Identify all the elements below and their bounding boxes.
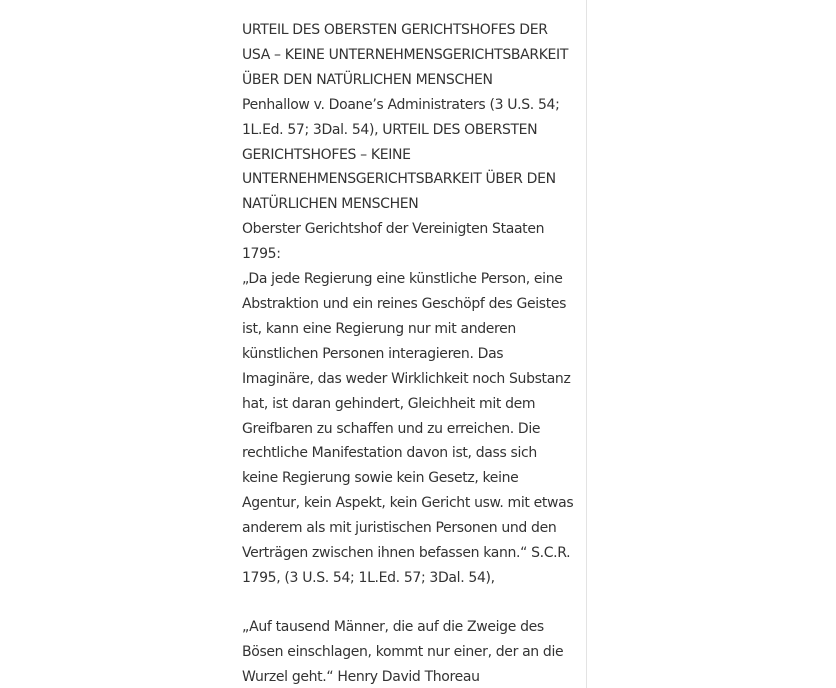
case-citation: Penhallow v. Doane’s Administraters (3 U.S. 54; 1L.Ed. 57; 3Dal. 54), URTEIL DES OBERSTEN GERICHTSHOFES – KEINE UNTERNEHMENSGERICHTSBARKEIT ÜBER DEN NATÜRLICHEN MENSCHEN [242,96,560,213]
court-line: Oberster Gerichtshof der Vereinigten Staaten 1795: [242,221,545,263]
left-margin [0,0,221,688]
thoreau-quote: „Auf tausend Männer, die auf die Zweige des Bösen einschlagen, kommt nur einer, der an die Wurzel geht.“ Henry David Thoreau [242,618,564,685]
court-quote: „Da jede Regierung eine künstliche Person, eine Abstraktion und ein reines Geschöpf des Geistes ist, kann eine Regierung nur mit anderen künstlichen Personen interagieren. Das Imaginäre, das weder Wirklichkeit noch Substanz hat, ist daran gehindert, Gleichheit mit dem Greifbaren zu schaffen und zu erreichen. Die rechtliche Manifestation davon ist, dass sich keine Regierung sowie kein Gesetz, keine Agentur, kein Aspekt, kein Gericht usw. mit etwas anderem als mit juristischen Personen und den Verträgen zwischen ihnen befassen kann.“ S.C.R. 1795, (3 U.S. 54; 1L.Ed. 57; 3Dal. 54), [242,271,574,586]
article-body [242,18,574,688]
column-divider [586,0,587,688]
article-heading: URTEIL DES OBERSTEN GERICHTSHOFES DER USA – KEINE UNTERNEHMENSGERICHTSBARKEIT ÜBER DEN NATÜRLICHEN MENSCHEN [242,22,569,88]
